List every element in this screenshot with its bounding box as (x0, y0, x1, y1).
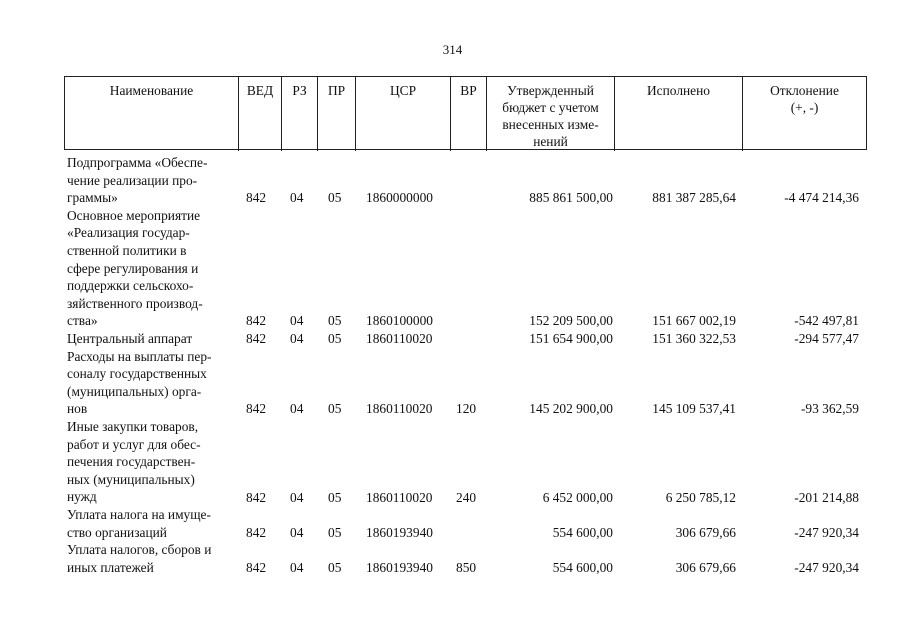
row-csr: 1860000000 (366, 190, 433, 206)
row-csr: 1860110020 (366, 331, 433, 347)
row-name (67, 348, 237, 418)
row-name-line: ство организаций (67, 524, 167, 540)
row-done: 151 360 322,53 (652, 331, 736, 347)
row-pr: 05 (328, 401, 342, 417)
row-ved: 842 (246, 190, 267, 206)
row-name-line: нужд (67, 489, 97, 505)
row-name (67, 330, 237, 348)
row-name-line: зяйственного производ- (67, 295, 203, 311)
row-pr: 05 (328, 313, 342, 329)
row-name-line: Центральный аппарат (67, 331, 193, 346)
row-budget: 554 600,00 (552, 559, 613, 575)
header-deviation-line: (+, -) (790, 100, 819, 115)
header-ved: ВЕД (239, 77, 282, 151)
row-pr: 05 (328, 331, 342, 347)
row-done: 6 250 785,12 (665, 489, 736, 505)
row-name-line: (муниципальных) орга- (67, 383, 202, 399)
table-row (0, 207, 905, 330)
table-row (0, 330, 905, 348)
row-rz: 04 (290, 559, 304, 575)
row-deviation: -247 920,34 (794, 524, 859, 540)
row-ved: 842 (246, 331, 267, 347)
row-done: 306 679,66 (675, 524, 736, 540)
row-name-line: Уплата налогов, сборов и (67, 542, 212, 558)
header-budget (487, 77, 615, 151)
table-row (0, 154, 905, 207)
row-name-line: Иные закупки товаров, (67, 419, 199, 435)
header-rz: РЗ (282, 77, 318, 151)
header-budget-line: бюджет с учетом (502, 100, 599, 115)
row-deviation: -542 497,81 (794, 313, 859, 329)
table-row (0, 541, 905, 576)
row-name-line: нов (67, 401, 88, 417)
row-rz: 04 (290, 401, 304, 417)
row-rz: 04 (290, 313, 304, 329)
row-name-line: «Реализация государ- (67, 225, 190, 241)
row-name-line: ных (муниципальных) (67, 471, 195, 487)
row-deviation: -201 214,88 (794, 489, 859, 505)
row-done: 151 667 002,19 (652, 313, 736, 329)
table-row (0, 348, 905, 418)
row-budget: 152 209 500,00 (529, 313, 613, 329)
row-csr: 1860110020 (366, 489, 433, 505)
row-deviation: -247 920,34 (794, 559, 859, 575)
header-name: Наименование (65, 77, 239, 151)
header-budget-line: нений (533, 134, 568, 149)
row-name-line: Основное мероприятие (67, 207, 201, 223)
row-rz: 04 (290, 489, 304, 505)
header-budget-line: Утвержденный (507, 83, 594, 98)
row-ved: 842 (246, 401, 267, 417)
row-ved: 842 (246, 559, 267, 575)
table-row (0, 418, 905, 506)
row-name-line: работ и услуг для обес- (67, 436, 201, 452)
row-csr: 1860110020 (366, 401, 433, 417)
header-deviation (743, 77, 866, 151)
row-budget: 554 600,00 (552, 524, 613, 540)
row-budget: 145 202 900,00 (529, 401, 613, 417)
row-name-line: ственной политики в (67, 243, 187, 259)
row-rz: 04 (290, 190, 304, 206)
row-ved: 842 (246, 524, 267, 540)
row-name-line: граммы» (67, 190, 118, 206)
header-vr: ВР (451, 77, 487, 151)
row-name (67, 506, 237, 541)
row-pr: 05 (328, 524, 342, 540)
row-deviation: -93 362,59 (800, 401, 859, 417)
row-csr: 1860193940 (366, 524, 433, 540)
row-pr: 05 (328, 489, 342, 505)
row-name-line: печения государствен- (67, 454, 196, 470)
row-csr: 1860193940 (366, 559, 433, 575)
header-deviation-line: Отклонение (770, 83, 839, 98)
row-deviation: -294 577,47 (794, 331, 859, 347)
row-name-line: сфере регулирования и (67, 260, 199, 276)
row-pr: 05 (328, 190, 342, 206)
row-pr: 05 (328, 559, 342, 575)
row-budget: 885 861 500,00 (529, 190, 613, 206)
header-csr: ЦСР (356, 77, 451, 151)
row-deviation: -4 474 214,36 (784, 190, 859, 206)
row-csr: 1860100000 (366, 313, 433, 329)
row-name-line: чение реализации про- (67, 172, 198, 188)
row-vr: 240 (456, 489, 477, 505)
row-ved: 842 (246, 489, 267, 505)
header-budget-line: внесенных изме- (502, 117, 599, 132)
row-ved: 842 (246, 313, 267, 329)
row-done: 306 679,66 (675, 559, 736, 575)
row-done: 145 109 537,41 (652, 401, 736, 417)
row-vr: 120 (456, 401, 477, 417)
header-pr: ПР (318, 77, 356, 151)
row-name (67, 418, 237, 506)
row-name-line: соналу государственных (67, 366, 207, 382)
row-name-line: иных платежей (67, 559, 154, 575)
row-name (67, 541, 237, 576)
row-budget: 151 654 900,00 (529, 331, 613, 347)
header-done: Исполнено (615, 77, 743, 151)
row-name-line: Подпрограмма «Обеспе- (67, 155, 208, 171)
row-name-line: Расходы на выплаты пер- (67, 348, 212, 364)
row-name (67, 154, 237, 207)
page-number: 314 (442, 42, 463, 57)
row-name-line: ства» (67, 313, 98, 329)
row-name (67, 207, 237, 330)
row-name-line: Уплата налога на имуще- (67, 507, 211, 522)
table-row (0, 506, 905, 541)
table-header (64, 76, 867, 150)
row-rz: 04 (290, 524, 304, 540)
row-rz: 04 (290, 331, 304, 347)
row-vr: 850 (456, 559, 477, 575)
row-budget: 6 452 000,00 (542, 489, 613, 505)
row-name-line: поддержки сельскохо- (67, 278, 194, 294)
row-done: 881 387 285,64 (652, 190, 736, 206)
